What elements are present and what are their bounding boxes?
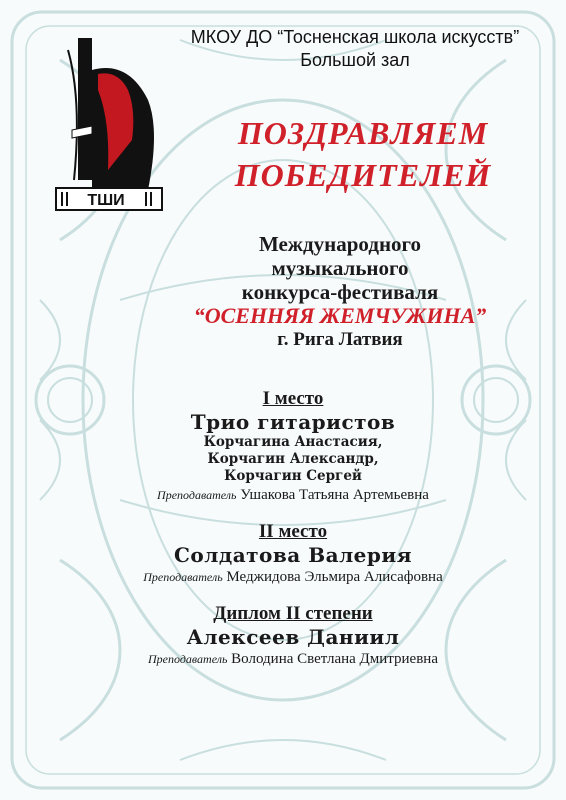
award-winner: Трио гитаристов [190,410,396,434]
contest-line-3: конкурса-фестиваля [241,280,439,304]
award-winner: Солдатова Валерия [174,543,412,567]
contest-info [130,232,550,352]
trio-member: Корчагин Сергей [224,468,362,484]
award-teacher [40,567,546,587]
teacher-name: Ушакова Татьяна Артемьевна [240,487,429,503]
contest-name: “ОСЕННЯЯ ЖЕМЧУЖИНА” [193,303,487,328]
teacher-label: Преподаватель [143,570,223,584]
trio-member: Корчагин Александр, [207,451,379,467]
award-place: Диплом II степени [213,603,373,624]
award-block [40,521,546,587]
award-block [40,603,546,669]
award-block [40,388,546,505]
award-place: II место [258,521,328,542]
teacher-label: Преподаватель [148,652,228,666]
teacher-name: Меджидова Эльмира Алисафовна [226,569,443,585]
header [150,26,560,72]
trio-member: Корчагина Анастасия, [203,434,383,450]
teacher-name: Володина Светлана Дмитриевна [231,651,438,667]
institution-name: МКОУ ДО “Тосненская школа искусств” [190,27,520,47]
contest-city: г. Рига Латвия [277,329,403,350]
award-place: I место [262,388,324,409]
contest-line-2: музыкального [271,256,409,280]
hall-name: Большой зал [300,50,410,70]
logo-text: ТШИ [87,192,125,209]
congratulations-line-1: ПОЗДРАВЛЯЕМ [237,115,489,151]
award-winner: Алексеев Даниил [186,625,400,649]
award-teacher [40,485,546,505]
contest-line-1: Международного [258,232,422,256]
congratulations-line-2: ПОБЕДИТЕЛЕЙ [234,157,492,193]
award-teacher [40,649,546,669]
awards-list [40,388,546,685]
congratulations-heading [168,112,558,196]
teacher-label: Преподаватель [157,488,237,502]
